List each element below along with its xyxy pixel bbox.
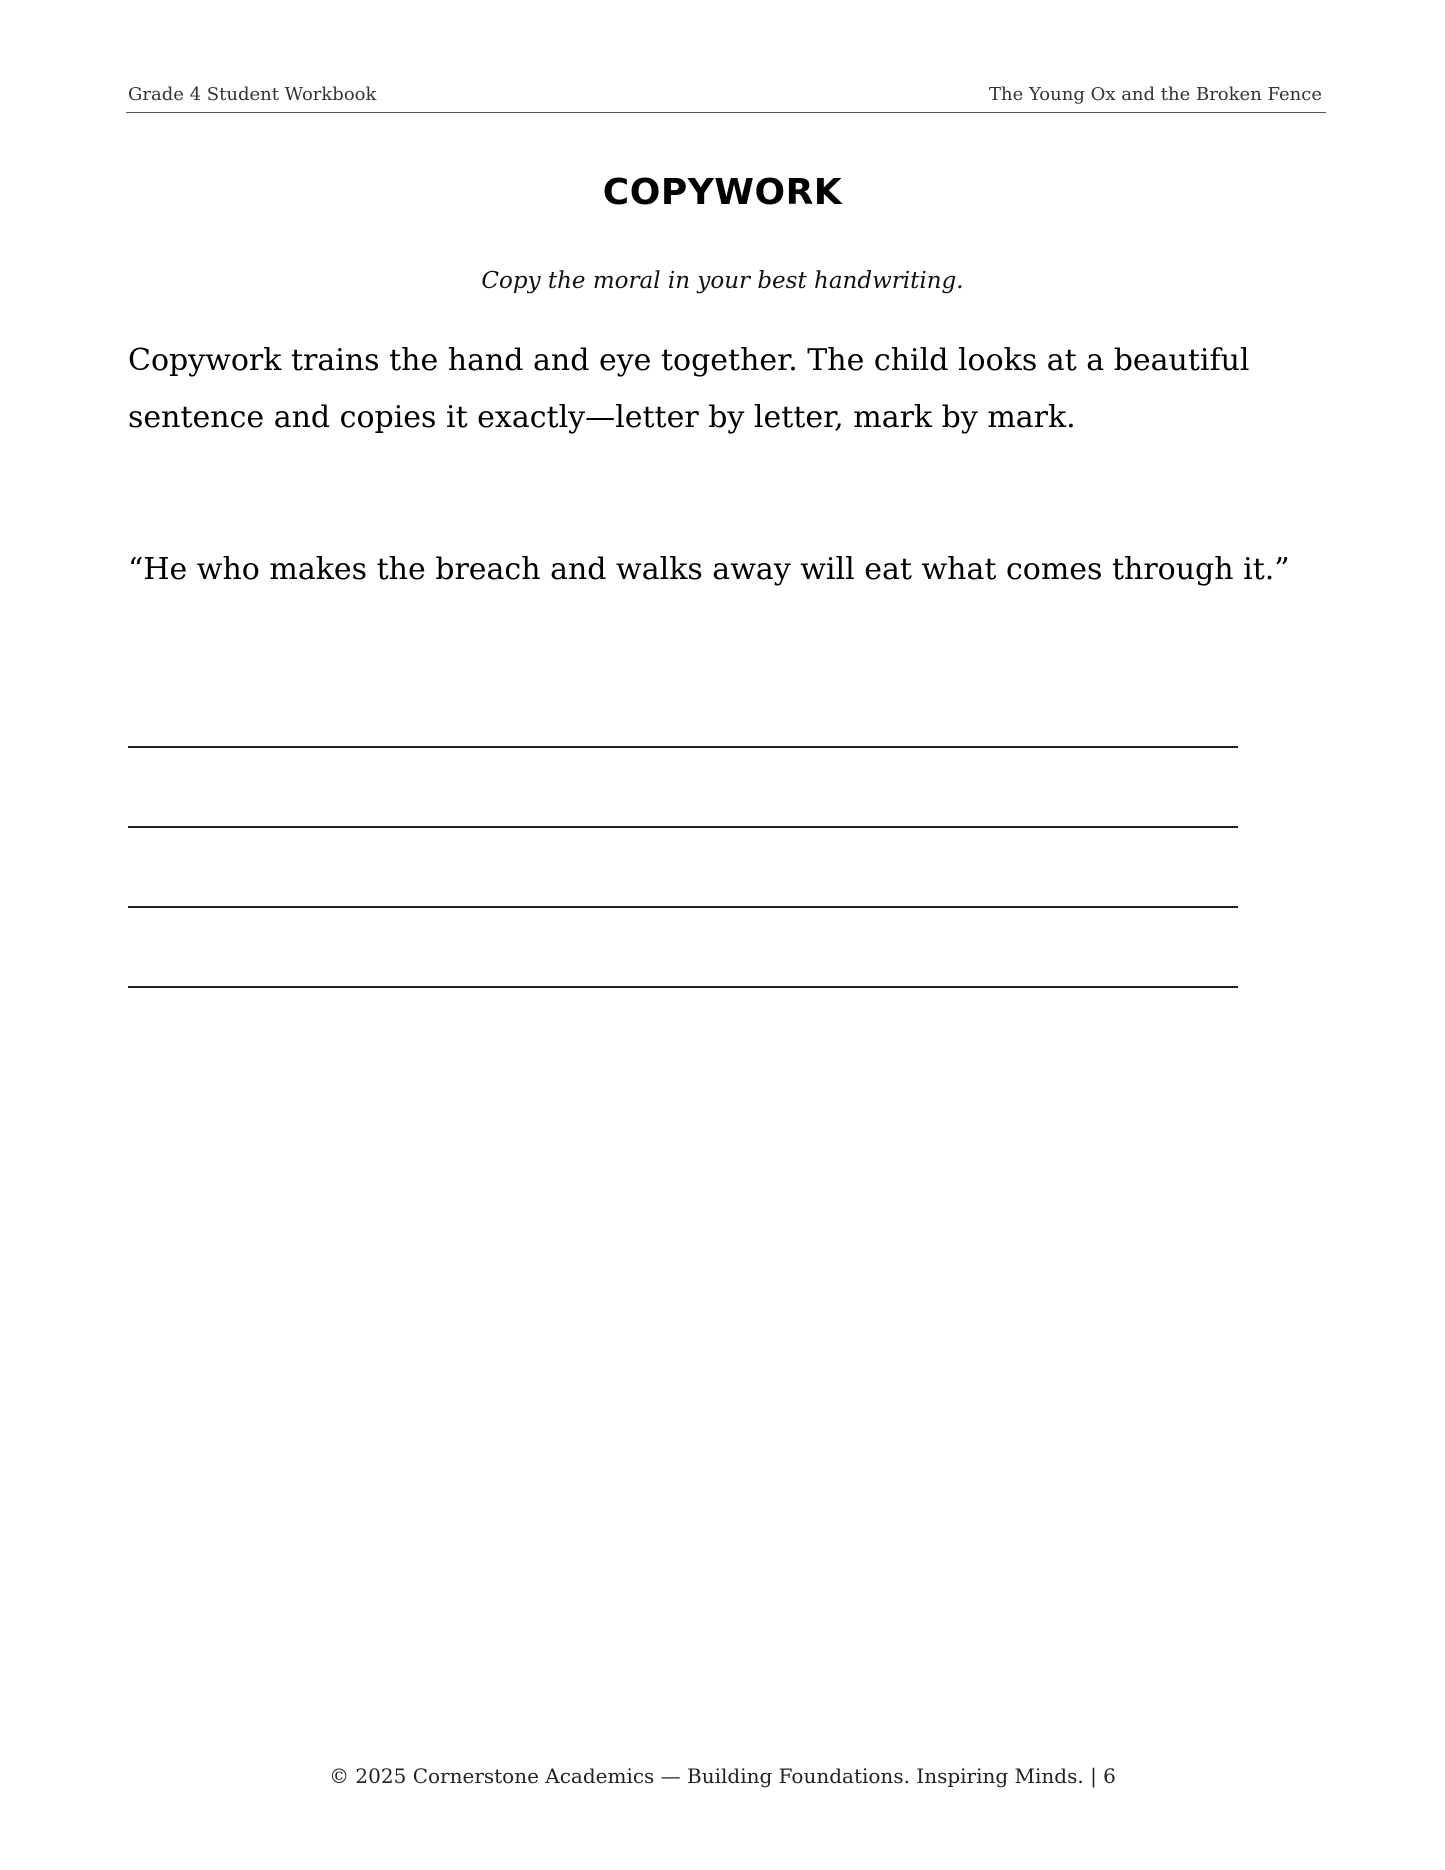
- writing-line[interactable]: [128, 986, 1238, 988]
- writing-line[interactable]: [128, 826, 1238, 828]
- running-header: [126, 82, 1326, 113]
- workbook-label: Grade 4 Student Workbook: [128, 84, 377, 105]
- writing-lines: [128, 746, 1238, 1066]
- intro-paragraph: Copywork trains the hand and eye together. The child looks at a beautiful sentence and copies it exactly—letter by letter, mark by mark.: [128, 343, 1250, 435]
- moral-quote: “He who makes the breach and walks away will eat what comes through it.”: [128, 552, 1290, 587]
- instruction-text: Copy the moral in your best handwriting.: [481, 268, 964, 294]
- page-footer: © 2025 Cornerstone Academics — Building Foundations. Inspiring Minds. | 6: [329, 1764, 1116, 1788]
- writing-line[interactable]: [128, 906, 1238, 908]
- page-title: COPYWORK: [602, 172, 843, 213]
- writing-line[interactable]: [128, 746, 1238, 748]
- story-title: The Young Ox and the Broken Fence: [989, 84, 1322, 105]
